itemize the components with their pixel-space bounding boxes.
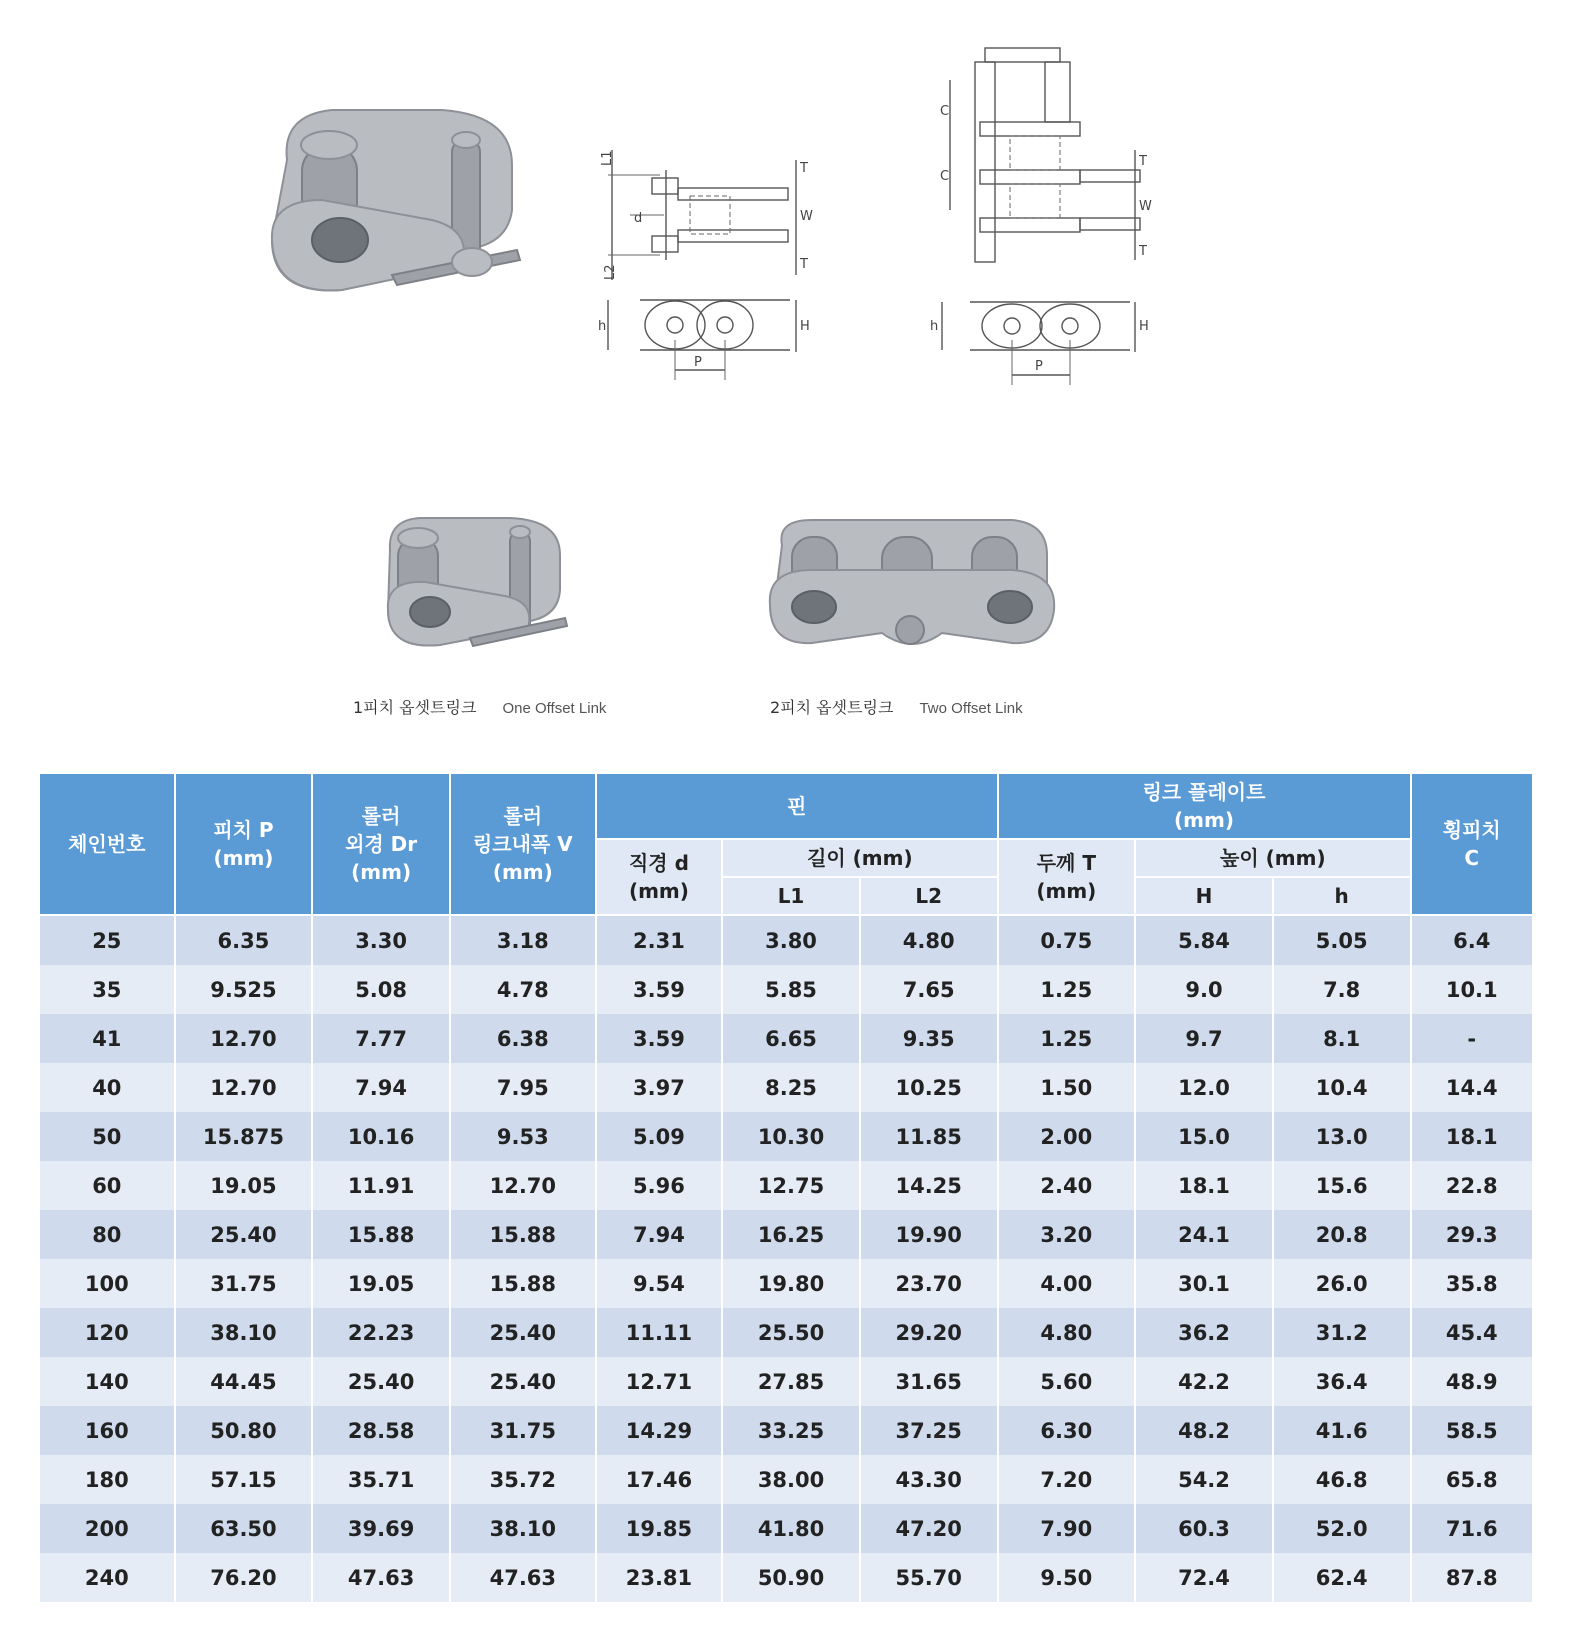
cell-pitch: 12.70 — [175, 1063, 313, 1112]
cell-roller-dia: 11.91 — [312, 1161, 450, 1210]
cell-pin-L1: 12.75 — [722, 1161, 860, 1210]
cell-plate-thickness: 4.80 — [998, 1308, 1136, 1357]
header-roller-width: 롤러 링크내폭 V (mm) — [450, 773, 596, 915]
cell-roller-width: 15.88 — [450, 1210, 596, 1259]
cell-pin-L2: 9.35 — [860, 1014, 998, 1063]
cell-roller-width: 31.75 — [450, 1406, 596, 1455]
cell-pin-L2: 31.65 — [860, 1357, 998, 1406]
table-body — [39, 915, 1533, 1602]
cell-plate-thickness: 6.30 — [998, 1406, 1136, 1455]
cell-plate-thickness: 3.20 — [998, 1210, 1136, 1259]
label-T-bottom: T — [800, 257, 808, 272]
header-pin: 핀 — [596, 773, 998, 839]
label-L1: L1 — [600, 150, 615, 166]
cell-plate-thickness: 0.75 — [998, 915, 1136, 965]
one-offset-link-photo-small — [380, 510, 580, 670]
cell-plate-thickness: 9.50 — [998, 1553, 1136, 1602]
table-row — [39, 965, 1533, 1014]
cell-pitch: 6.35 — [175, 915, 313, 965]
cell-plate-H: 24.1 — [1135, 1210, 1273, 1259]
cell-plate-h: 46.8 — [1273, 1455, 1411, 1504]
cell-transverse-pitch: 18.1 — [1411, 1112, 1534, 1161]
cell-pin-L1: 3.80 — [722, 915, 860, 965]
cell-plate-H: 9.7 — [1135, 1014, 1273, 1063]
cell-pin-L1: 8.25 — [722, 1063, 860, 1112]
cell-plate-h: 13.0 — [1273, 1112, 1411, 1161]
cell-plate-thickness: 5.60 — [998, 1357, 1136, 1406]
cell-plate-H: 54.2 — [1135, 1455, 1273, 1504]
table-row — [39, 1455, 1533, 1504]
cell-pitch: 44.45 — [175, 1357, 313, 1406]
cell-roller-width: 12.70 — [450, 1161, 596, 1210]
cell-plate-h: 5.05 — [1273, 915, 1411, 965]
cell-pin-L2: 11.85 — [860, 1112, 998, 1161]
label-h-2: h — [930, 319, 939, 334]
cell-pitch: 15.875 — [175, 1112, 313, 1161]
cell-roller-width: 35.72 — [450, 1455, 596, 1504]
table-row — [39, 1161, 1533, 1210]
cell-transverse-pitch: 6.4 — [1411, 915, 1534, 965]
table-row — [39, 1504, 1533, 1553]
label-C-2: C — [940, 169, 950, 184]
label-T-top-2: T — [1139, 154, 1147, 169]
cell-plate-thickness: 1.50 — [998, 1063, 1136, 1112]
cell-pitch: 9.525 — [175, 965, 313, 1014]
label-H: H — [800, 319, 810, 334]
two-offset-link-diagram — [930, 40, 1150, 390]
cell-plate-H: 30.1 — [1135, 1259, 1273, 1308]
cell-pin-L2: 19.90 — [860, 1210, 998, 1259]
cell-roller-dia: 10.16 — [312, 1112, 450, 1161]
header-thickness: 두께 T (mm) — [998, 839, 1136, 915]
label-P-2: P — [1035, 359, 1043, 374]
cell-pin-L1: 10.30 — [722, 1112, 860, 1161]
cell-transverse-pitch: 22.8 — [1411, 1161, 1534, 1210]
cell-roller-width: 6.38 — [450, 1014, 596, 1063]
cell-pitch: 57.15 — [175, 1455, 313, 1504]
label-C-1: C — [940, 104, 950, 119]
cell-roller-width: 15.88 — [450, 1259, 596, 1308]
cell-plate-thickness: 7.20 — [998, 1455, 1136, 1504]
cell-pin-dia: 5.09 — [596, 1112, 723, 1161]
caption-two-offset-en: Two Offset Link — [919, 700, 1023, 717]
cell-transverse-pitch: 29.3 — [1411, 1210, 1534, 1259]
cell-chain-no: 40 — [39, 1063, 175, 1112]
cell-plate-h: 26.0 — [1273, 1259, 1411, 1308]
cell-roller-dia: 47.63 — [312, 1553, 450, 1602]
caption-one-offset — [353, 695, 606, 718]
header-H: H — [1135, 877, 1273, 915]
caption-one-offset-en: One Offset Link — [502, 700, 607, 717]
cell-plate-thickness: 1.25 — [998, 965, 1136, 1014]
cell-chain-no: 140 — [39, 1357, 175, 1406]
cell-transverse-pitch: 48.9 — [1411, 1357, 1534, 1406]
cell-pin-dia: 23.81 — [596, 1553, 723, 1602]
cell-pin-dia: 3.59 — [596, 965, 723, 1014]
cell-pin-L2: 7.65 — [860, 965, 998, 1014]
cell-roller-dia: 35.71 — [312, 1455, 450, 1504]
one-offset-link-photo — [262, 100, 532, 310]
cell-pitch: 25.40 — [175, 1210, 313, 1259]
cell-pin-L1: 16.25 — [722, 1210, 860, 1259]
cell-chain-no: 25 — [39, 915, 175, 965]
cell-plate-h: 20.8 — [1273, 1210, 1411, 1259]
cell-pitch: 63.50 — [175, 1504, 313, 1553]
table-row — [39, 1259, 1533, 1308]
cell-pin-dia: 17.46 — [596, 1455, 723, 1504]
header-transverse-pitch: 횡피치 C — [1411, 773, 1534, 915]
cell-pin-L1: 27.85 — [722, 1357, 860, 1406]
cell-roller-dia: 39.69 — [312, 1504, 450, 1553]
cell-roller-width: 9.53 — [450, 1112, 596, 1161]
cell-roller-width: 25.40 — [450, 1308, 596, 1357]
cell-pin-L2: 43.30 — [860, 1455, 998, 1504]
cell-transverse-pitch: 35.8 — [1411, 1259, 1534, 1308]
label-W: W — [800, 209, 813, 224]
header-pin-dia: 직경 d (mm) — [596, 839, 723, 915]
cell-plate-H: 9.0 — [1135, 965, 1273, 1014]
cell-plate-H: 12.0 — [1135, 1063, 1273, 1112]
chain-spec-table — [38, 772, 1534, 1602]
label-H-2: H — [1139, 319, 1149, 334]
cell-roller-dia: 5.08 — [312, 965, 450, 1014]
cell-plate-H: 72.4 — [1135, 1553, 1273, 1602]
cell-plate-H: 36.2 — [1135, 1308, 1273, 1357]
cell-roller-dia: 3.30 — [312, 915, 450, 965]
cell-roller-width: 38.10 — [450, 1504, 596, 1553]
table-row — [39, 1553, 1533, 1602]
table-row — [39, 1308, 1533, 1357]
caption-two-offset-ko: 2피치 옵셋트링크 — [770, 698, 894, 717]
cell-pitch: 38.10 — [175, 1308, 313, 1357]
cell-pin-L1: 38.00 — [722, 1455, 860, 1504]
cell-pin-L1: 33.25 — [722, 1406, 860, 1455]
cell-roller-width: 25.40 — [450, 1357, 596, 1406]
cell-transverse-pitch: - — [1411, 1014, 1534, 1063]
cell-pitch: 76.20 — [175, 1553, 313, 1602]
cell-roller-width: 3.18 — [450, 915, 596, 965]
cell-pin-L1: 19.80 — [722, 1259, 860, 1308]
cell-plate-H: 48.2 — [1135, 1406, 1273, 1455]
cell-transverse-pitch: 10.1 — [1411, 965, 1534, 1014]
cell-pin-dia: 12.71 — [596, 1357, 723, 1406]
cell-transverse-pitch: 45.4 — [1411, 1308, 1534, 1357]
cell-pitch: 31.75 — [175, 1259, 313, 1308]
cell-chain-no: 120 — [39, 1308, 175, 1357]
cell-plate-thickness: 1.25 — [998, 1014, 1136, 1063]
cell-roller-dia: 22.23 — [312, 1308, 450, 1357]
cell-chain-no: 180 — [39, 1455, 175, 1504]
cell-plate-H: 15.0 — [1135, 1112, 1273, 1161]
cell-pin-dia: 3.97 — [596, 1063, 723, 1112]
caption-two-offset — [770, 695, 1023, 718]
caption-one-offset-ko: 1피치 옵셋트링크 — [353, 698, 477, 717]
cell-pin-L1: 25.50 — [722, 1308, 860, 1357]
cell-pin-L2: 47.20 — [860, 1504, 998, 1553]
table-row — [39, 1014, 1533, 1063]
cell-pin-L2: 4.80 — [860, 915, 998, 965]
cell-chain-no: 200 — [39, 1504, 175, 1553]
label-T-top: T — [800, 161, 808, 176]
table-row — [39, 1112, 1533, 1161]
label-P: P — [694, 355, 702, 370]
cell-roller-dia: 15.88 — [312, 1210, 450, 1259]
cell-pin-L1: 5.85 — [722, 965, 860, 1014]
cell-pitch: 19.05 — [175, 1161, 313, 1210]
cell-plate-h: 31.2 — [1273, 1308, 1411, 1357]
header-L2: L2 — [860, 877, 998, 915]
label-W-2: W — [1139, 199, 1152, 214]
cell-plate-h: 7.8 — [1273, 965, 1411, 1014]
cell-transverse-pitch: 58.5 — [1411, 1406, 1534, 1455]
label-T-bottom-2: T — [1139, 244, 1147, 259]
table-row — [39, 1210, 1533, 1259]
cell-plate-h: 10.4 — [1273, 1063, 1411, 1112]
cell-pin-dia: 7.94 — [596, 1210, 723, 1259]
header-link-plate: 링크 플레이트 (mm) — [998, 773, 1411, 839]
cell-roller-dia: 28.58 — [312, 1406, 450, 1455]
header-h: h — [1273, 877, 1411, 915]
header-L1: L1 — [722, 877, 860, 915]
cell-chain-no: 41 — [39, 1014, 175, 1063]
cell-pitch: 50.80 — [175, 1406, 313, 1455]
cell-roller-dia: 25.40 — [312, 1357, 450, 1406]
header-pitch: 피치 P (mm) — [175, 773, 313, 915]
cell-chain-no: 160 — [39, 1406, 175, 1455]
cell-plate-thickness: 4.00 — [998, 1259, 1136, 1308]
cell-roller-width: 4.78 — [450, 965, 596, 1014]
cell-pin-L1: 6.65 — [722, 1014, 860, 1063]
cell-pin-L2: 14.25 — [860, 1161, 998, 1210]
cell-plate-h: 52.0 — [1273, 1504, 1411, 1553]
cell-roller-dia: 7.77 — [312, 1014, 450, 1063]
header-roller-dia: 롤러 외경 Dr (mm) — [312, 773, 450, 915]
table-row — [39, 1406, 1533, 1455]
cell-plate-h: 41.6 — [1273, 1406, 1411, 1455]
cell-transverse-pitch: 65.8 — [1411, 1455, 1534, 1504]
cell-chain-no: 100 — [39, 1259, 175, 1308]
cell-plate-thickness: 2.40 — [998, 1161, 1136, 1210]
header-height: 높이 (mm) — [1135, 839, 1410, 877]
cell-transverse-pitch: 87.8 — [1411, 1553, 1534, 1602]
cell-chain-no: 240 — [39, 1553, 175, 1602]
table-row — [39, 1357, 1533, 1406]
cell-roller-width: 7.95 — [450, 1063, 596, 1112]
cell-roller-width: 47.63 — [450, 1553, 596, 1602]
cell-plate-H: 18.1 — [1135, 1161, 1273, 1210]
cell-pin-dia: 2.31 — [596, 915, 723, 965]
label-d: d — [634, 211, 643, 226]
cell-chain-no: 60 — [39, 1161, 175, 1210]
cell-plate-h: 36.4 — [1273, 1357, 1411, 1406]
cell-pin-L2: 29.20 — [860, 1308, 998, 1357]
table-row — [39, 915, 1533, 965]
cell-pin-L2: 37.25 — [860, 1406, 998, 1455]
cell-plate-h: 15.6 — [1273, 1161, 1411, 1210]
cell-plate-h: 8.1 — [1273, 1014, 1411, 1063]
header-pin-length: 길이 (mm) — [722, 839, 997, 877]
cell-plate-thickness: 7.90 — [998, 1504, 1136, 1553]
cell-plate-H: 42.2 — [1135, 1357, 1273, 1406]
label-h: h — [598, 319, 607, 334]
header-chain-no: 체인번호 — [39, 773, 175, 915]
cell-pin-L2: 10.25 — [860, 1063, 998, 1112]
cell-pin-dia: 9.54 — [596, 1259, 723, 1308]
cell-pin-L2: 55.70 — [860, 1553, 998, 1602]
cell-pin-L1: 41.80 — [722, 1504, 860, 1553]
cell-pitch: 12.70 — [175, 1014, 313, 1063]
cell-transverse-pitch: 14.4 — [1411, 1063, 1534, 1112]
cell-pin-dia: 11.11 — [596, 1308, 723, 1357]
cell-chain-no: 35 — [39, 965, 175, 1014]
one-offset-link-diagram — [600, 140, 820, 390]
cell-plate-H: 5.84 — [1135, 915, 1273, 965]
cell-plate-thickness: 2.00 — [998, 1112, 1136, 1161]
cell-pin-dia: 5.96 — [596, 1161, 723, 1210]
cell-transverse-pitch: 71.6 — [1411, 1504, 1534, 1553]
cell-pin-L2: 23.70 — [860, 1259, 998, 1308]
table-row — [39, 1063, 1533, 1112]
cell-pin-L1: 50.90 — [722, 1553, 860, 1602]
cell-pin-dia: 3.59 — [596, 1014, 723, 1063]
cell-pin-dia: 19.85 — [596, 1504, 723, 1553]
cell-plate-H: 60.3 — [1135, 1504, 1273, 1553]
cell-plate-h: 62.4 — [1273, 1553, 1411, 1602]
cell-roller-dia: 7.94 — [312, 1063, 450, 1112]
cell-roller-dia: 19.05 — [312, 1259, 450, 1308]
label-L2: L2 — [603, 264, 618, 280]
cell-chain-no: 50 — [39, 1112, 175, 1161]
cell-chain-no: 80 — [39, 1210, 175, 1259]
cell-pin-dia: 14.29 — [596, 1406, 723, 1455]
two-offset-link-photo — [762, 515, 1062, 665]
